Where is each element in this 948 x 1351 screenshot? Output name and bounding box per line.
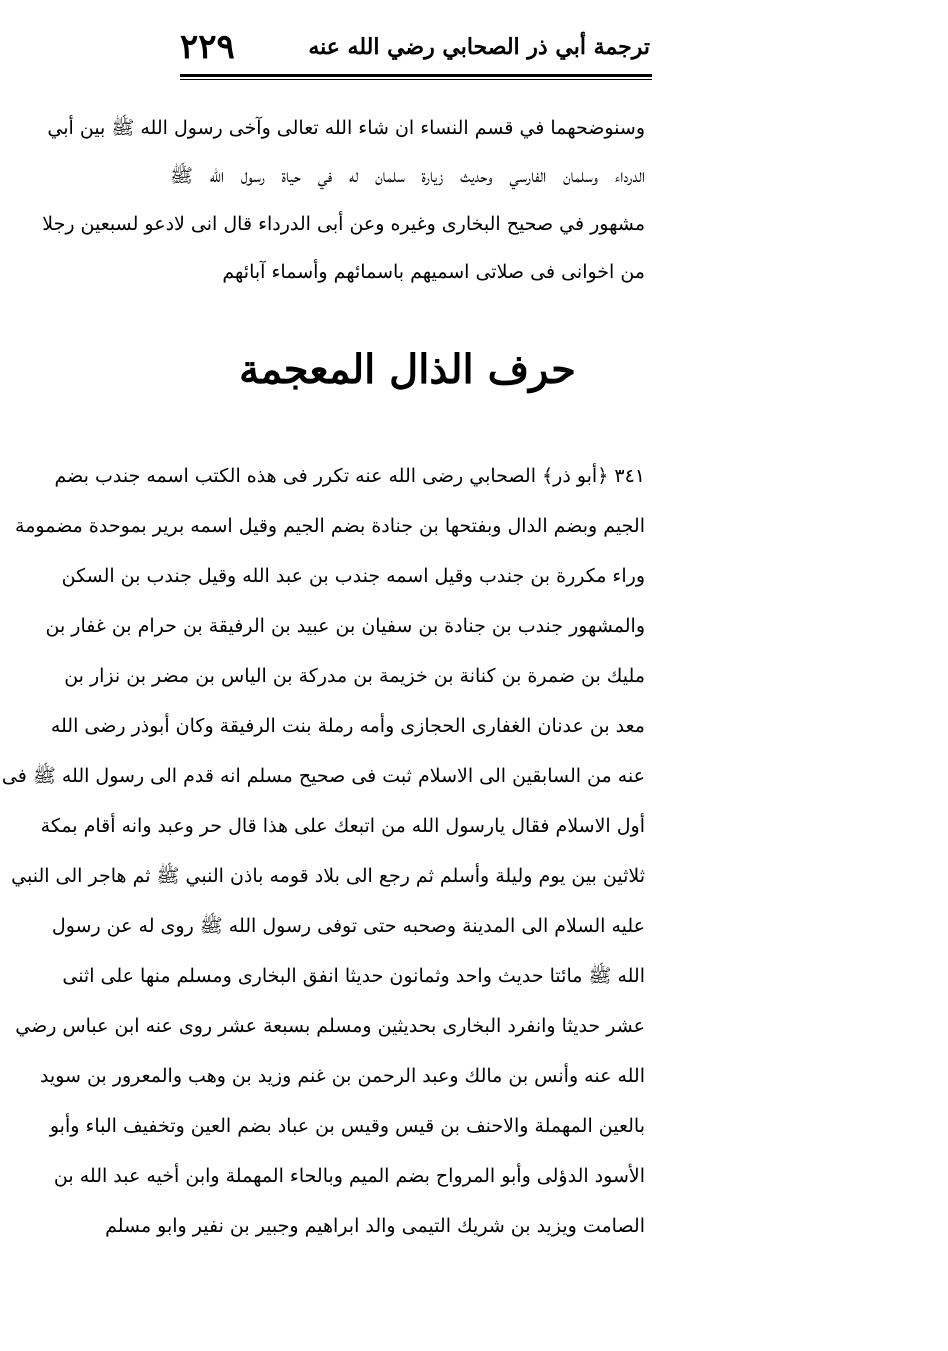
text-line: ثلاثين بين يوم وليلة وأسلم ثم رجع الى بلاد قومه باذن النبي ﷺ ثم هاجر الى النبي bbox=[11, 865, 645, 887]
text-line: الصامت ويزيد بن شريك التيمى والد ابراهيم وجبير بن نفير وابو مسلم bbox=[105, 1215, 645, 1237]
text-line: الأسود الدؤلى وأبو المرواح بضم الميم وبالحاء المهملة وابن أخيه عبد الله بن bbox=[53, 1165, 645, 1187]
text-line: مشهور في صحيح البخارى وغيره وعن أبى الدرداء قال انى لادعو لسبعين رجلا bbox=[42, 213, 645, 235]
intro-paragraph bbox=[42, 100, 645, 290]
text-line: معد بن عدنان الغفارى الحجازى وأمه رملة بنت الرفيقة وكان أبوذر رضى الله bbox=[50, 715, 645, 737]
text-line: عشر حديثا وانفرد البخارى بحديثين ومسلم بسبعة عشر روى عنه ابن عباس رضي bbox=[15, 1015, 645, 1037]
text-line: أول الاسلام فقال يارسول الله من اتبعك على هذا قال حر وعبد وانه أقام بمكة bbox=[40, 815, 645, 837]
text-line: والمشهور جندب بن جنادة بن سفيان بن عبيد بن الرفيقة بن حرام بن غفار بن bbox=[45, 615, 645, 637]
page-number: ٢٢٩ bbox=[180, 27, 235, 67]
text-line: ٣٤١ ﴿أبو ذر﴾ الصحابي رضى الله عنه تكرر فى هذه الكتب اسمه جندب بضم bbox=[54, 465, 645, 487]
text-line: الله ﷺ مائتا حديث واحد وثمانون حديثا انفق البخارى ومسلم منها على اثنى bbox=[62, 965, 645, 987]
header-rule bbox=[180, 74, 652, 77]
section-heading: حرف الذال المعجمة bbox=[239, 346, 576, 393]
text-line: الجيم وبضم الدال وبفتحها بن جنادة بضم الجيم وقيل اسمه برير بموحدة مضمومة bbox=[15, 515, 645, 537]
entry-paragraph bbox=[1, 456, 645, 1256]
text-line: من اخوانى فى صلاتى اسميهم باسمائهم وأسماء آبائهم bbox=[222, 261, 645, 283]
text-line: الله عنه وأنس بن مالك وعبد الرحمن بن غنم وزيد بن وهب والمعرور بن سويد bbox=[39, 1065, 645, 1087]
text-line: عليه السلام الى المدينة وصحبه حتى توفى رسول الله ﷺ روى له عن رسول bbox=[51, 915, 645, 937]
text-line: الدرداء وسلمان الفارسي وحديث زيارة سلمان له في حياة رسول الله ﷺ bbox=[170, 165, 645, 187]
running-title: ترجمة أبي ذر الصحابي رضي الله عنه bbox=[308, 34, 650, 60]
text-line: عنه من السابقين الى الاسلام ثبت فى صحيح مسلم انه قدم الى رسول الله ﷺ فى bbox=[1, 765, 645, 787]
text-line: بالعين المهملة والاحنف بن قيس وقيس بن عباد بضم العين وتخفيف الباء وأبو bbox=[49, 1115, 645, 1137]
header-rule-thin bbox=[180, 79, 652, 80]
page-header bbox=[180, 22, 650, 72]
text-line: مليك بن ضمرة بن كنانة بن خزيمة بن مدركة بن الياس بن مضر بن نزار بن bbox=[64, 665, 645, 687]
text-line: وراء مكررة بن جندب وقيل اسمه جندب بن عبد الله وقيل جندب بن السكن bbox=[61, 565, 645, 587]
text-line: وسنوضحهما في قسم النساء ان شاء الله تعالى وآخى رسول الله ﷺ بين أبي bbox=[47, 117, 645, 139]
